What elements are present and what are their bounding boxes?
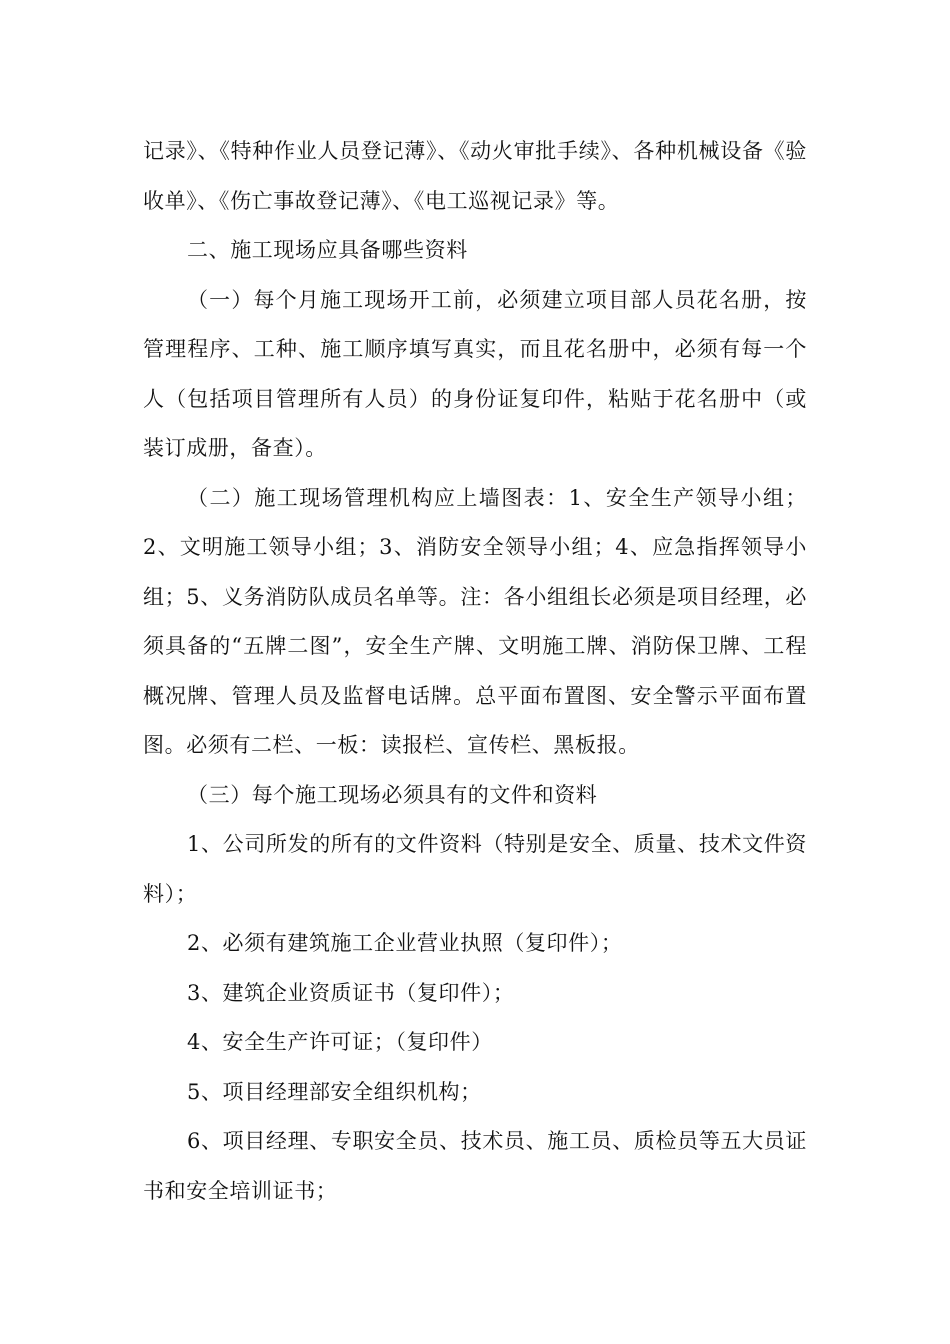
paragraph-item-2-wall-charts: （二）施工现场管理机构应上墙图表：1、安全生产领导小组；2、文明施工领导小组；3、消防安全领导小组；4、应急指挥领导小组；5、义务消防队成员名单等。注：各小组组长必须是项目经理，必须具备的“五牌二图”，安全生产牌、文明施工牌、消防保卫牌、工程概况牌、管理人员及监督电话牌。总平面布置图、安全警示平面布置图。必须有二栏、一板：读报栏、宣传栏、黑板报。 bbox=[143, 485, 807, 757]
paragraph-item-1-roster: （一）每个月施工现场开工前，必须建立项目部人员花名册，按管理程序、工种、施工顺序填写真实，而且花名册中，必须有每一个人（包括项目管理所有人员）的身份证复印件，粘贴于花名册中（或装订成册，备查）。 bbox=[143, 287, 807, 460]
paragraph-item-3-heading: （三）每个施工现场必须具有的文件和资料 bbox=[187, 782, 598, 807]
document-body bbox=[143, 127, 807, 1216]
list-item-4: 4、安全生产许可证；（复印件） bbox=[187, 1030, 493, 1054]
list-item-5: 5、项目经理部安全组织机构； bbox=[187, 1079, 482, 1104]
list-item-3: 3、建筑企业资质证书（复印件）； bbox=[187, 980, 515, 1005]
paragraph-records-list: 记录》、《特种作业人员登记薄》、《动火审批手续》、各种机械设备《验收单》、《伤亡事故登记薄》、《电工巡视记录》等。 bbox=[143, 139, 807, 213]
list-item-1: 1、公司所发的所有的文件资料（特别是安全、质量、技术文件资料）； bbox=[143, 832, 807, 906]
section-heading-site-documents: 二、施工现场应具备哪些资料 bbox=[187, 238, 468, 262]
list-item-2: 2、必须有建筑施工企业营业执照（复印件）； bbox=[187, 931, 623, 955]
list-item-6: 6、项目经理、专职安全员、技术员、施工员、质检员等五大员证书和安全培训证书； bbox=[143, 1129, 807, 1203]
